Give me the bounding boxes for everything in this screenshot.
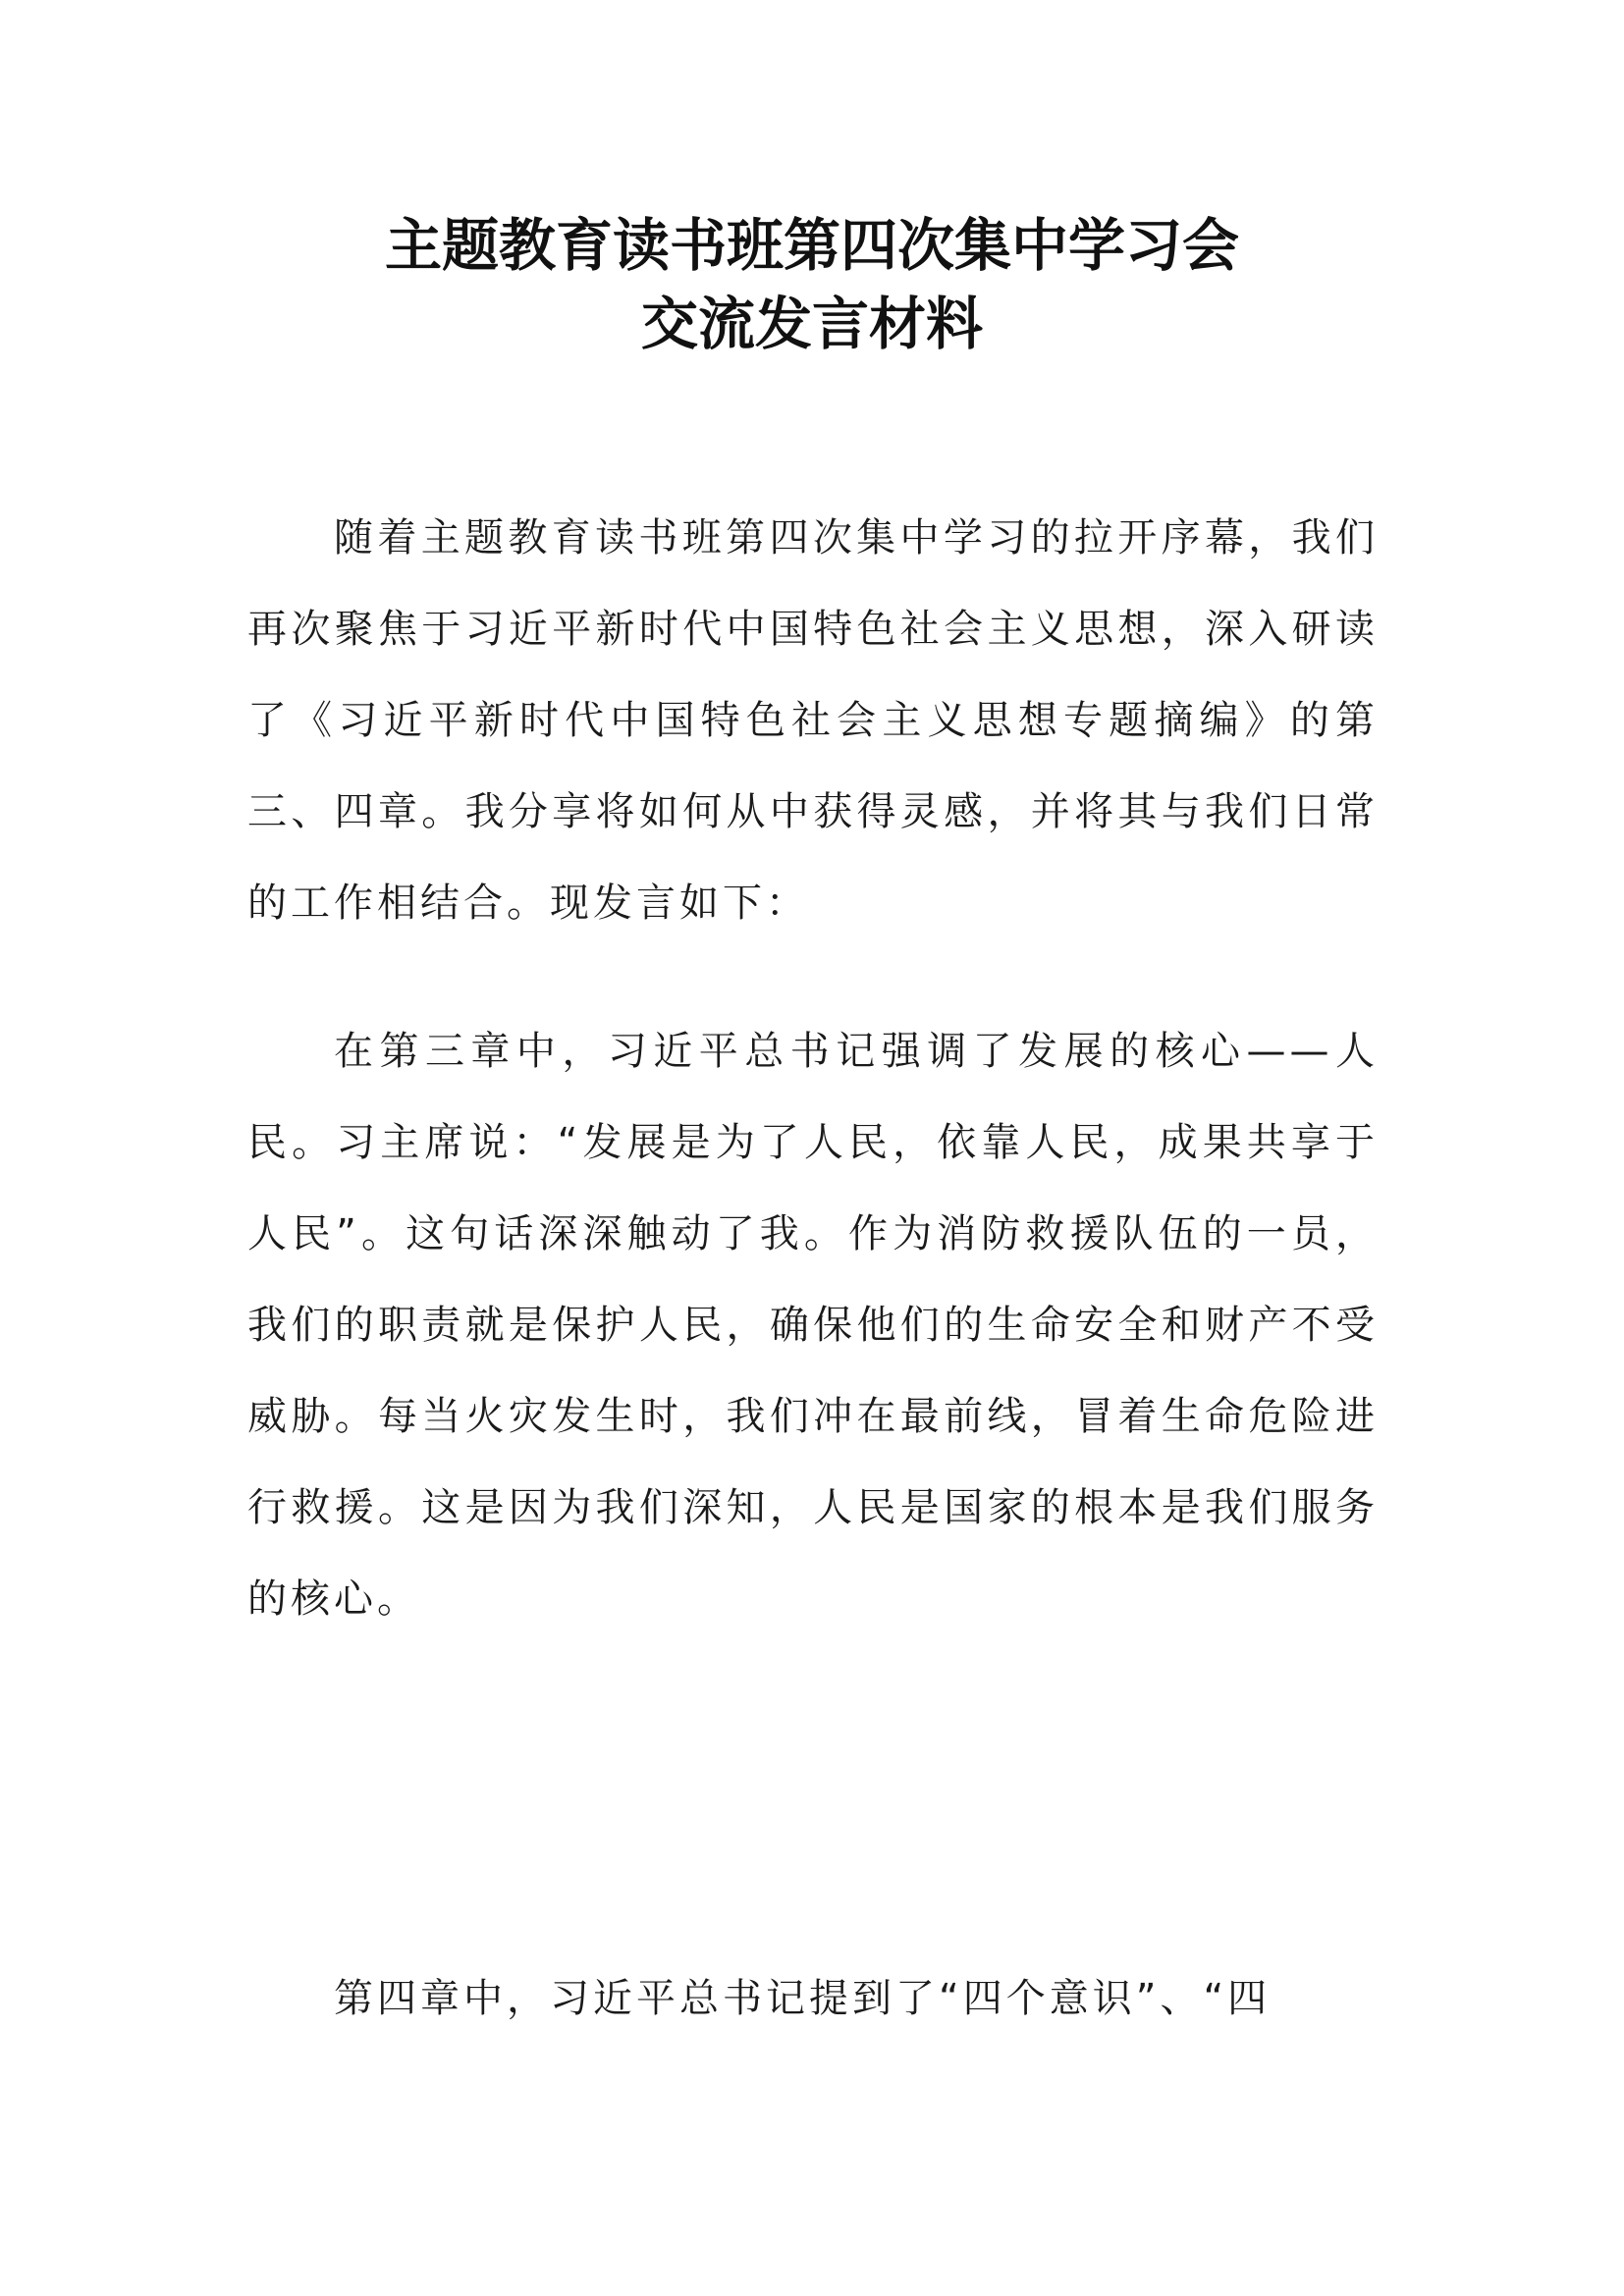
title-line-1: 主题教育读书班第四次集中学习会 <box>384 212 1239 279</box>
body-paragraph-2-wrapper <box>247 1006 1379 1645</box>
document-title <box>0 206 1624 363</box>
body-paragraph-3-wrapper <box>247 1953 1379 2045</box>
body-paragraph: 第四章中，习近平总书记提到了“四个意识”、“四 <box>334 1976 1272 2021</box>
title-line-2: 交流发言材料 <box>640 291 983 357</box>
body-paragraph-1-wrapper <box>247 493 1379 949</box>
body-paragraph: 在第三章中，习近平总书记强调了发展的核心——人民。习主席说：“发展是为了人民，依靠人民，成果共享于人民”。这句话深深触动了我。作为消防救援队伍的一员，我们的职责就是保护人民，确保他们的生命安全和财产不受威胁。每当火灾发生时，我们冲在最前线，冒着生命危险进行救援。这是因为我们深知，人民是国家的根本是我们服务的核心。 <box>247 1029 1379 1622</box>
body-paragraph: 随着主题教育读书班第四次集中学习的拉开序幕，我们再次聚焦于习近平新时代中国特色社会主义思想，深入研读了《习近平新时代中国特色社会主义思想专题摘编》的第三、四章。我分享将如何从中获得灵感，并将其与我们日常的工作相结合。现发言如下： <box>247 515 1379 926</box>
